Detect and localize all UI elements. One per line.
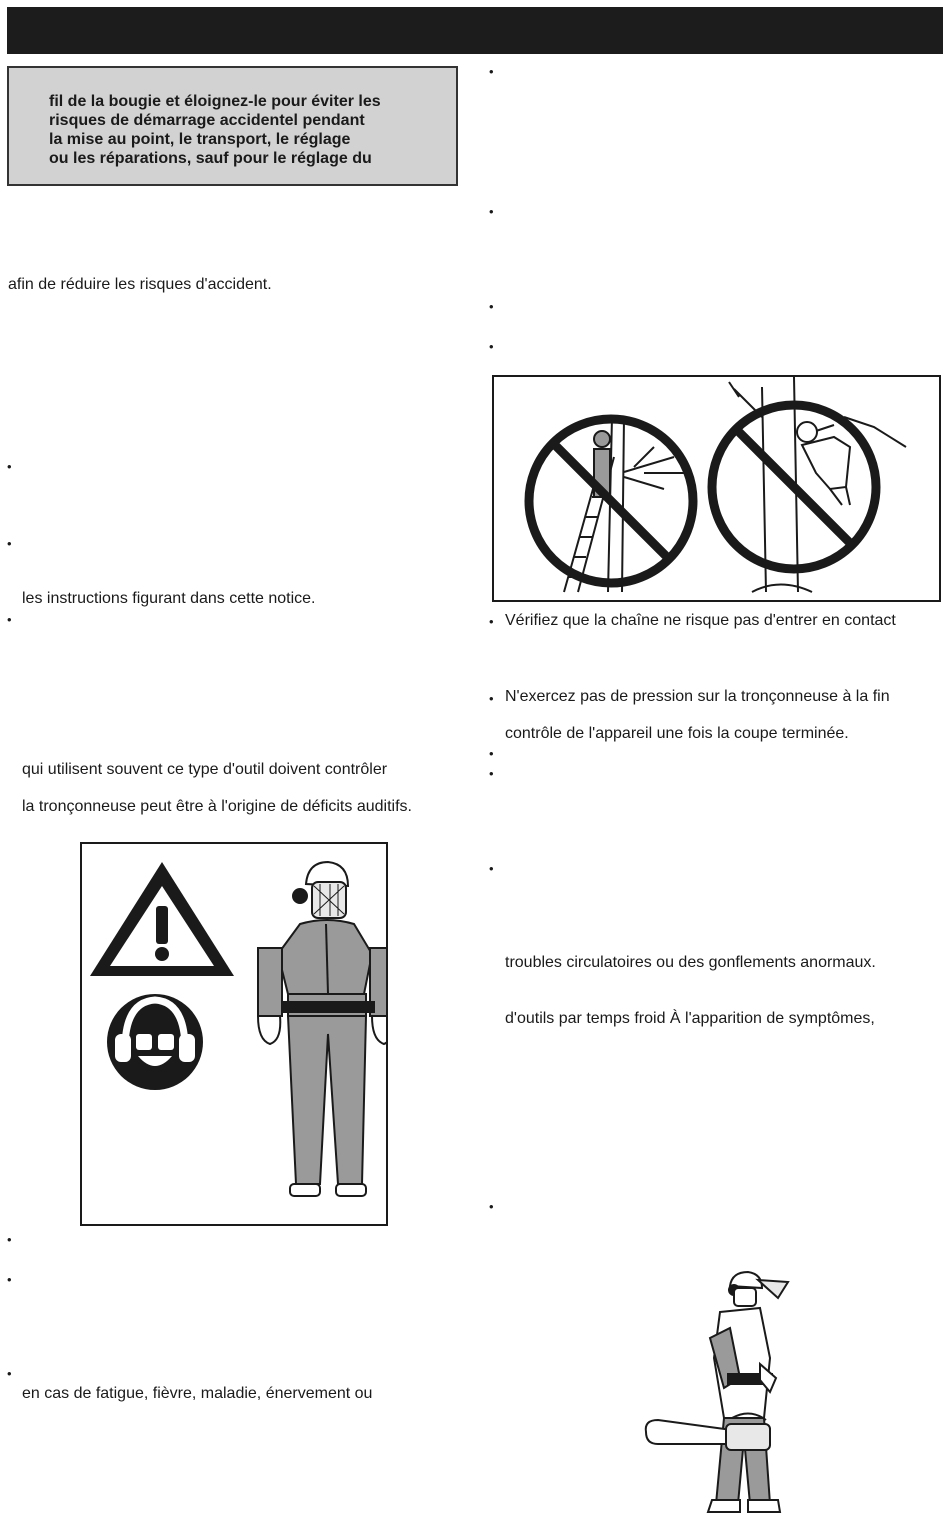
bullet-marker: • xyxy=(489,691,494,706)
warning-line-1: fil de la bougie et éloignez-le pour éviter les xyxy=(49,93,381,110)
bullet-marker: • xyxy=(489,746,494,761)
protective-equipment-illustration xyxy=(82,844,386,1224)
hearing-line: la tronçonneuse peut être à l'origine de déficits auditifs. xyxy=(22,798,412,815)
warning-text xyxy=(49,92,449,168)
bullet-marker: • xyxy=(7,612,12,627)
control-line: qui utilisent souvent ce type d'outil doivent contrôler xyxy=(22,761,388,778)
bullet-marker: • xyxy=(7,459,12,474)
worker-carrying-chainsaw-illustration xyxy=(640,1268,800,1518)
instructions-line: les instructions figurant dans cette notice. xyxy=(22,590,316,607)
warning-line-2: risques de démarrage accidentel pendant xyxy=(49,112,365,129)
fatigue-line: en cas de fatigue, fièvre, maladie, énervement ou xyxy=(22,1385,373,1402)
section-header-bar xyxy=(7,7,943,54)
warning-line-3: la mise au point, le transport, le réglage xyxy=(49,131,351,148)
bullet-marker: • xyxy=(7,536,12,551)
bullet-marker: • xyxy=(7,1272,12,1287)
prohibited-tree-climbing-illustration xyxy=(494,377,939,600)
bullet-marker: • xyxy=(489,1199,494,1214)
bullet-marker: • xyxy=(489,861,494,876)
ear-eye-protection-icon xyxy=(107,994,203,1090)
circulation-line: troubles circulatoires ou des gonflements anormaux. xyxy=(505,954,876,971)
cold-weather-line: d'outils par temps froid À l'apparition de symptômes, xyxy=(505,1010,875,1027)
worker-carrying-chainsaw-figure xyxy=(640,1268,800,1518)
accident-line: afin de réduire les risques d'accident. xyxy=(8,276,272,293)
pressure-line: N'exercez pas de pression sur la tronçonneuse à la fin xyxy=(505,688,890,705)
worker-in-protective-gear xyxy=(258,862,386,1196)
bullet-marker: • xyxy=(489,204,494,219)
control-after-cut-line: contrôle de l'appareil une fois la coupe terminée. xyxy=(505,725,849,742)
warning-triangle-icon xyxy=(90,862,234,976)
bullet-marker: • xyxy=(489,614,494,629)
warning-line-4: ou les réparations, sauf pour le réglage du xyxy=(49,150,372,167)
bullet-marker: • xyxy=(489,64,494,79)
bullet-marker: • xyxy=(7,1366,12,1381)
bullet-marker: • xyxy=(489,339,494,354)
protective-equipment-figure xyxy=(80,842,388,1226)
bullet-marker: • xyxy=(489,299,494,314)
warning-box xyxy=(7,66,458,186)
bullet-marker: • xyxy=(7,1232,12,1247)
prohibited-tree-climbing-figure xyxy=(492,375,941,602)
bullet-marker: • xyxy=(489,766,494,781)
chain-contact-line: Vérifiez que la chaîne ne risque pas d'entrer en contact xyxy=(505,612,896,629)
